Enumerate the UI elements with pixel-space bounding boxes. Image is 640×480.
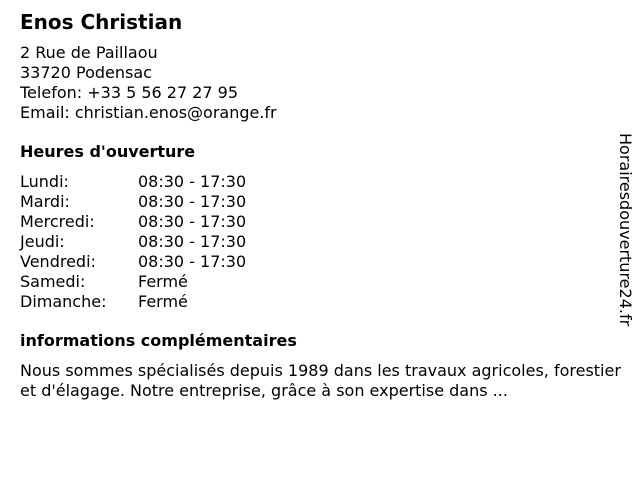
day-label: Dimanche: <box>20 292 107 311</box>
address-city: 33720 Podensac <box>20 63 152 82</box>
day-label: Samedi: <box>20 272 86 291</box>
hours-row-friday <box>20 252 620 272</box>
time-value: 08:30 - 17:30 <box>138 192 247 211</box>
email-address: Email: christian.enos@orange.fr <box>20 103 277 122</box>
opening-hours-list <box>20 172 620 312</box>
day-label: Mercredi: <box>20 212 95 231</box>
time-value: 08:30 - 17:30 <box>138 172 247 191</box>
hours-row-monday <box>20 172 620 192</box>
site-watermark-text: Horairesdouverture24.fr <box>616 133 635 327</box>
business-name: Enos Christian <box>20 10 183 34</box>
additional-info-heading: informations complémentaires <box>20 331 297 350</box>
hours-row-sunday <box>20 292 620 312</box>
address-street: 2 Rue de Paillaou <box>20 43 158 62</box>
time-value: 08:30 - 17:30 <box>138 232 247 251</box>
contact-block <box>20 43 620 123</box>
time-value: 08:30 - 17:30 <box>138 212 247 231</box>
day-label: Jeudi: <box>20 232 65 251</box>
day-label: Vendredi: <box>20 252 96 271</box>
hours-row-tuesday <box>20 192 620 212</box>
time-value: 08:30 - 17:30 <box>138 252 247 271</box>
time-value: Fermé <box>138 292 188 311</box>
hours-row-thursday <box>20 232 620 252</box>
hours-row-saturday <box>20 272 620 292</box>
additional-info-text: Nous sommes spécialisés depuis 1989 dans les travaux agricoles, forestier et d'élagage. Notre entreprise, grâce à son expertise dans ... <box>20 361 621 400</box>
site-watermark <box>615 133 635 348</box>
business-card <box>20 9 620 401</box>
phone-number: Telefon: +33 5 56 27 27 95 <box>20 83 239 102</box>
day-label: Mardi: <box>20 192 70 211</box>
time-value: Fermé <box>138 272 188 291</box>
hours-row-wednesday <box>20 212 620 232</box>
day-label: Lundi: <box>20 172 69 191</box>
opening-hours-heading: Heures d'ouverture <box>20 142 196 161</box>
